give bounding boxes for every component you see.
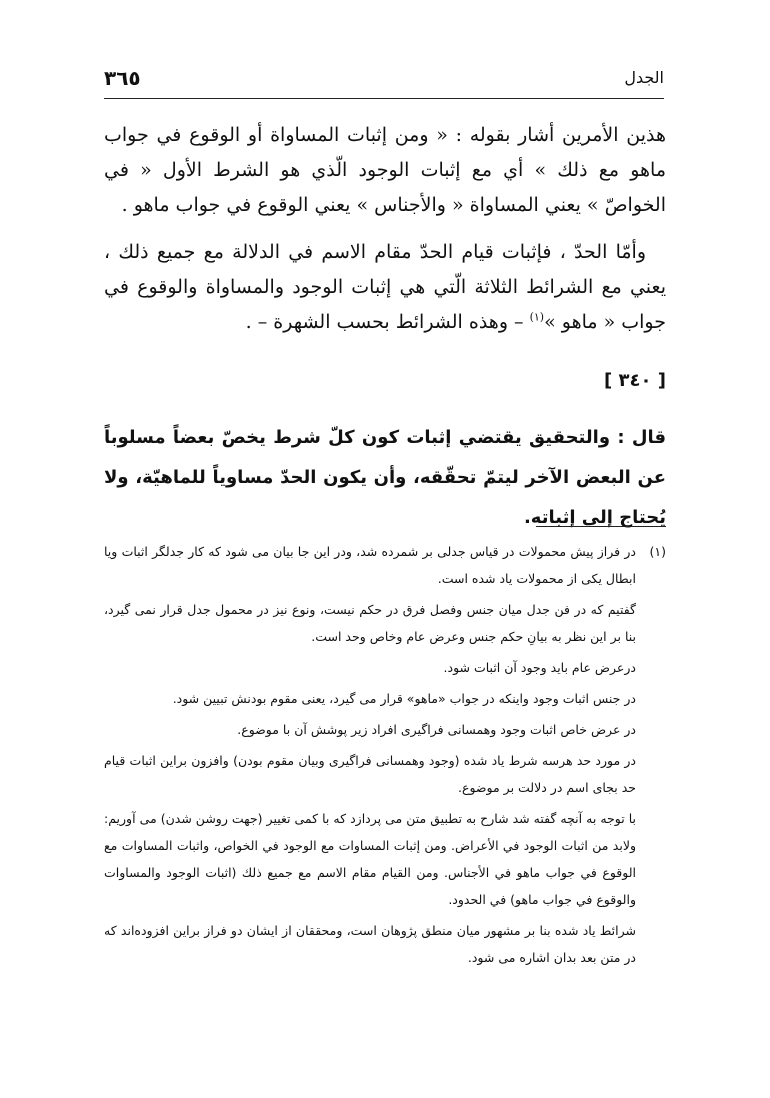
qal-label: قال — [631, 427, 666, 448]
paragraph-2-text: وأمّا الحدّ ، فإثبات قيام الحدّ مقام الاسم في الدلالة مع جميع ذلك ، يعني مع الشرائط الثلاثة الّتي هي إثبات الوجود والمساواة والوقوع في جواب « ماهو » — [104, 241, 666, 333]
footnote-reference[interactable]: (١) — [529, 310, 545, 324]
commentary-paragraph-1: هذين الأمرين أشار بقوله : « ومن إثبات المساواة أو الوقوع في جواب ماهو مع ذلك » أي مع إثبات الوجود الّذي هو الشرط الأول « في الخواصّ » يعني المساواة « والأجناس » يعني الوقوع في جواب ماهو . — [104, 124, 666, 216]
footnote-divider — [536, 526, 666, 527]
page-number: ٣٦٥ — [104, 66, 141, 90]
page-header — [104, 62, 664, 99]
footnote-item: در جنس اثبات وجود واینکه در جواب «ماهو» قرار می گیرد، یعنی مقوم بودنش تبیین شود. — [172, 691, 636, 706]
running-title: الجدل — [624, 68, 664, 87]
footnote-item: درعرض عام باید وجود آن اثبات شود. — [443, 660, 636, 675]
matn-paragraph — [104, 418, 666, 538]
footnotes — [104, 538, 666, 975]
footnote-item — [104, 538, 666, 592]
footnote-item: در مورد حد هرسه شرط یاد شده (وجود وهمسانی فراگیری وبیان مقوم بودن) وافزون براین اثبات قیام حد بجای اسم در دلالت بر موضوع. — [104, 753, 636, 795]
footnote-text: در فراز پیش محمولات در قیاس جدلی بر شمرده شد، ودر این جا بیان می شود که کار جدلگر اثبات ویا ابطال یکی از محمولات یاد شده است. — [104, 544, 636, 586]
section-number: [ ٣٤٠ ] — [604, 370, 666, 391]
commentary-paragraph-2 — [104, 235, 666, 340]
footnote-item: با توجه به آنچه گفته شد شارح به تطبیق متن می پردازد که با کمی تغییر (جهت روشن شدن) می آوریم: ولابد من اثبات الوجود في الأعراض. ومن إثبات المساوات مع الوجود في الخواص، واثبات المساوات مع الوقوع في جواب ماهو في الأجناس. ومن القيام مقام الاسم مع جميع ذلك (اثبات الوجود والمساوات والوقوع في جواب ماهو) في الحدود. — [104, 811, 636, 907]
footnote-item: شرائط یاد شده بنا بر مشهور میان منطق پژوهان است، ومحققان از ایشان دو فراز براین افزوده‌اند که در متن بعد بدان اشاره می شود. — [104, 923, 636, 965]
footnote-marker: (١) — [649, 544, 666, 559]
paragraph-2-text-end: – وهذه الشرائط بحسب الشهرة – . — [245, 311, 530, 333]
footnote-item: در عرض خاص اثبات وجود وهمسانی فراگیری افراد زیر پوشش آن با موضوع. — [237, 722, 636, 737]
matn-text: : والتحقيق يقتضي إثبات كون كلّ شرط يخصّ بعضاً مسلوباً عن البعض الآخر ليتمّ تحقّقه، وأن يكون الحدّ مساوياً للماهيّة، ولا يُحتاج إلى إثباته. — [104, 427, 666, 528]
footnote-item: گفتیم که در فن جدل میان جنس وفصل فرق در حکم نیست، ونوع نیز در محمول جدل قرار نمی گیرد، بنا بر این نظر به بیانِ حکم جنس وعرض عام وخاص وحد است. — [104, 602, 636, 644]
